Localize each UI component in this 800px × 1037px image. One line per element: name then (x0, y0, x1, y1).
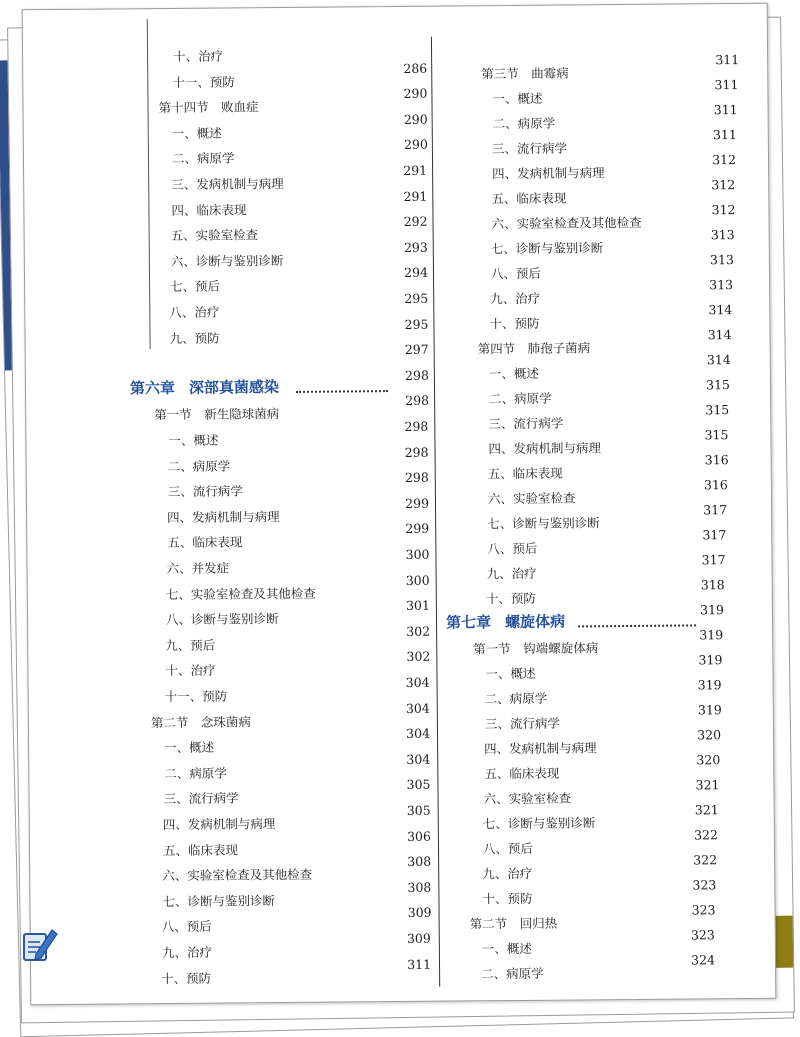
toc-item: 八、预后 (487, 540, 538, 557)
toc-item: 六、实验室检查及其他检查 (491, 214, 642, 232)
page-number: 322 (693, 852, 718, 868)
page-number: 304 (405, 674, 430, 690)
page-number: 319 (698, 652, 723, 668)
toc-item: 六、实验室检查 (483, 790, 572, 807)
toc-item: 二、病原学 (484, 690, 548, 707)
page-number: 305 (406, 777, 431, 793)
toc-page-content (23, 4, 776, 1004)
toc-item: 六、实验室检查 (487, 490, 576, 507)
toc-item: 九、预防 (169, 330, 220, 346)
toc-page (22, 3, 777, 1005)
page-number: 298 (404, 418, 429, 434)
toc-item: 五、临床表现 (484, 765, 560, 782)
page-number: 299 (405, 495, 430, 511)
page-number: 298 (404, 367, 429, 383)
page-number: 290 (403, 111, 428, 127)
toc-item: 九、预后 (165, 637, 216, 653)
toc-item: 三、流行病学 (488, 415, 564, 432)
chapter-label: 第六章 (129, 378, 176, 398)
toc-item: 二、病原学 (164, 765, 227, 781)
page-number: 292 (403, 213, 428, 230)
page-number: 315 (704, 427, 729, 443)
page-number: 312 (711, 177, 736, 193)
toc-item: 八、诊断与鉴别诊断 (165, 611, 279, 628)
page-number: 312 (712, 152, 737, 168)
page-number: 323 (690, 927, 715, 943)
page-number: 311 (407, 956, 432, 972)
page-number: 320 (697, 727, 722, 743)
page-number: 311 (712, 127, 737, 143)
page-number: 322 (693, 827, 718, 843)
toc-item: 十、治疗 (173, 48, 224, 64)
page-number: 302 (406, 649, 431, 665)
page-number: 297 (404, 341, 429, 358)
page-number: 319 (697, 677, 722, 693)
page-number: 291 (403, 188, 428, 204)
toc-item: 十、预防 (482, 890, 533, 907)
toc-item: 七、诊断与鉴别诊断 (487, 515, 600, 532)
page-number: 323 (691, 902, 716, 918)
page-number: 298 (404, 444, 429, 460)
page-number: 316 (703, 477, 728, 493)
page-number: 300 (405, 572, 430, 588)
page-number: 309 (406, 930, 431, 946)
toc-section: 第一节 新生隐球菌病 (154, 406, 280, 423)
page-number: 319 (700, 602, 724, 618)
toc-item: 五、临床表现 (491, 190, 567, 207)
pencil-icon (22, 924, 60, 964)
toc-item: 六、诊断与鉴别诊断 (170, 252, 284, 269)
page-number: 324 (691, 952, 716, 968)
page-number: 298 (405, 393, 430, 409)
page-number: 313 (709, 277, 734, 293)
toc-item: 五、实验室检查 (170, 227, 259, 244)
page-number: 300 (405, 546, 430, 562)
toc-section: 第一节 钩端螺旋体病 (473, 640, 599, 657)
toc-item: 四、发病机制与病理 (492, 165, 605, 182)
toc-item: 一、概述 (171, 125, 222, 141)
toc-item: 二、病原学 (171, 150, 235, 167)
toc-item: 三、流行病学 (484, 715, 560, 732)
toc-item: 二、病原学 (481, 965, 544, 982)
toc-item: 九、治疗 (161, 944, 212, 961)
page-number: 318 (700, 577, 725, 593)
page-number: 301 (405, 597, 430, 614)
toc-item: 五、临床表现 (162, 842, 239, 858)
toc-item: 十、预防 (161, 970, 212, 986)
toc-item: 九、治疗 (486, 565, 537, 582)
toc-item: 四、发病机制与病理 (484, 740, 597, 757)
page-number: 320 (696, 752, 721, 768)
page-number: 295 (404, 316, 429, 332)
page-number: 317 (702, 527, 727, 543)
toc-item: 八、预后 (161, 919, 212, 935)
toc-item: 一、概述 (164, 739, 215, 756)
page-number: 319 (699, 627, 724, 643)
toc-item: 三、流行病学 (167, 483, 243, 500)
chapter-title: 螺旋体病 (504, 612, 566, 632)
page-number: 304 (405, 700, 430, 716)
page-number: 308 (407, 853, 432, 870)
page-number: 311 (714, 77, 739, 93)
page-number: 323 (692, 877, 717, 893)
page-number: 313 (709, 252, 734, 268)
toc-section: 第三节 曲霉病 (481, 65, 569, 82)
toc-item: 三、发病机制与病理 (171, 175, 284, 192)
page-number: 315 (706, 377, 731, 393)
toc-item: 十一、预防 (172, 74, 235, 90)
toc-item: 八、预后 (482, 840, 534, 857)
toc-item: 一、概述 (488, 365, 539, 382)
page-number: 302 (406, 623, 431, 639)
toc-section: 第二节 念珠菌病 (150, 713, 251, 730)
page-number: 316 (704, 452, 729, 468)
page-number: 305 (406, 802, 431, 818)
toc-item: 十一、预防 (164, 688, 228, 705)
toc-item: 一、概述 (168, 432, 219, 449)
chapter-heading (446, 613, 565, 632)
page-number: 314 (708, 302, 733, 318)
page-number: 294 (404, 265, 429, 281)
page-number: 314 (706, 352, 731, 368)
page-number: 314 (707, 327, 732, 343)
page-number: 304 (406, 751, 431, 767)
page-number: 290 (403, 85, 428, 102)
toc-item: 四、发病机制与病理 (167, 508, 280, 525)
toc-item: 八、治疗 (169, 304, 220, 320)
toc-item: 三、流行病学 (163, 790, 239, 807)
page-number: 321 (695, 777, 720, 793)
toc-item: 一、概述 (485, 665, 536, 682)
toc-item: 九、治疗 (490, 290, 541, 307)
page-number: 311 (713, 102, 738, 118)
toc-item: 九、治疗 (482, 865, 533, 882)
toc-item: 四、临床表现 (171, 201, 247, 218)
page-number: 319 (697, 702, 722, 718)
chapter-label: 第七章 (445, 613, 492, 632)
toc-item: 七、实验室检查及其他检查 (165, 585, 316, 602)
toc-item: 七、诊断与鉴别诊断 (490, 240, 604, 257)
toc-item: 十、预防 (485, 590, 536, 607)
page-number: 293 (403, 239, 428, 255)
page-number: 309 (407, 905, 432, 921)
toc-item: 七、诊断与鉴别诊断 (482, 815, 596, 832)
page-number: 313 (710, 227, 735, 243)
page-number: 306 (406, 828, 431, 844)
chapter-title: 深部真菌感染 (188, 377, 280, 397)
page-number: 312 (711, 202, 736, 218)
toc-item: 三、流行病学 (491, 140, 567, 157)
toc-item: 一、概述 (492, 90, 543, 107)
toc-item: 六、并发症 (166, 560, 230, 577)
toc-item: 二、病原学 (489, 390, 552, 407)
toc-item: 一、概述 (481, 940, 532, 957)
toc-item: 四、发病机制与病理 (162, 816, 276, 833)
page-number: 311 (715, 52, 740, 68)
page-number: 298 (404, 469, 429, 486)
toc-section: 第二节 回归热 (469, 915, 558, 932)
toc-item: 二、病原学 (492, 115, 556, 132)
page-number: 290 (403, 137, 428, 153)
toc-item: 七、预后 (170, 278, 221, 295)
toc-item: 十、治疗 (165, 662, 216, 679)
page-number: 317 (701, 552, 726, 568)
toc-item: 六、实验室检查及其他检查 (162, 866, 313, 884)
page-number: 321 (694, 802, 719, 818)
page-number: 299 (405, 521, 430, 537)
page-number: 286 (403, 60, 428, 76)
toc-item: 十、预防 (489, 315, 540, 332)
toc-section: 第四节 肺孢子菌病 (477, 340, 591, 357)
page-number: 295 (404, 290, 429, 306)
page-number: 291 (403, 162, 428, 178)
toc-item: 八、预后 (490, 265, 542, 282)
toc-item: 五、临床表现 (167, 534, 243, 551)
toc-item: 四、发病机制与病理 (488, 440, 602, 457)
toc-item: 二、病原学 (167, 458, 231, 474)
page-number: 315 (705, 402, 730, 418)
toc-item: 七、诊断与鉴别诊断 (162, 892, 276, 909)
toc-item: 五、临床表现 (487, 465, 563, 482)
dot-leader (578, 624, 696, 627)
page-number: 317 (703, 502, 728, 518)
page-number: 308 (407, 879, 432, 895)
toc-right-column (23, 4, 776, 1004)
page-number: 304 (406, 725, 431, 742)
toc-section: 第十四节 败血症 (158, 99, 259, 116)
